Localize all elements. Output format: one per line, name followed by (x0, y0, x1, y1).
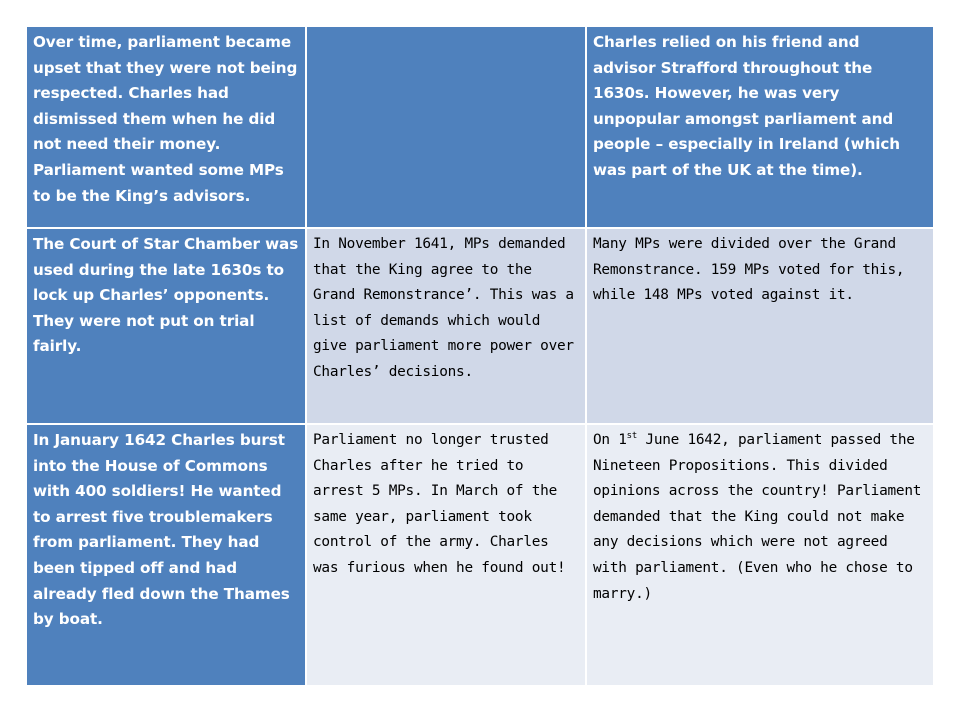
table-cell-r2-c1 (26, 228, 306, 424)
cell-text: In November 1641, MPs demanded that the King agree to the Grand Remonstrance’. This was a list of demands which would give parliament more power over Charles’ decisions. (313, 236, 574, 380)
table-cell-r2-c3 (586, 228, 934, 424)
table-cell-r2-c2 (306, 228, 586, 424)
history-table (26, 26, 934, 686)
table-cell-r1-c2 (306, 26, 586, 228)
cell-text: Over time, parliament became upset that they were not being respected. Charles had dismissed them when he did not need their money. Parliament wanted some MPs to be the King’s advisors. (33, 33, 298, 205)
cell-text: Parliament no longer trusted Charles after he tried to arrest 5 MPs. In March of the same year, parliament took control of the army. Charles was furious when he found out! (313, 432, 566, 576)
cell-text (593, 428, 927, 607)
table-cell-r1-c3 (586, 26, 934, 228)
cell-text: Many MPs were divided over the Grand Remonstrance. 159 MPs voted for this, while 148 MPs voted against it. (593, 236, 905, 304)
table-cell-r3-c1 (26, 424, 306, 686)
cell-text: Charles relied on his friend and advisor Strafford throughout the 1630s. However, he was very unpopular amongst parliament and people – especially in Ireland (which was part of the UK at the time). (593, 33, 900, 179)
table-cell-r3-c3 (586, 424, 934, 686)
ordinal-superscript: st (626, 431, 637, 442)
table-cell-r3-c2 (306, 424, 586, 686)
cell-text: The Court of Star Chamber was used during the late 1630s to lock up Charles’ opponents. They were not put on trial fairly. (33, 235, 299, 356)
cell-text-suffix: June 1642, parliament passed the Nineteen Propositions. This divided opinions across the country! Parliament demanded that the King could not make any decisions which were not agreed with parliament. (Even who he chose to marry.) (593, 432, 922, 602)
cell-text-prefix: On 1 (593, 432, 627, 448)
table-cell-r1-c1 (26, 26, 306, 228)
cell-text: In January 1642 Charles burst into the House of Commons with 400 soldiers! He wanted to arrest five troublemakers from parliament. They had been tipped off and had already fled down the Thames by boat. (33, 431, 290, 629)
